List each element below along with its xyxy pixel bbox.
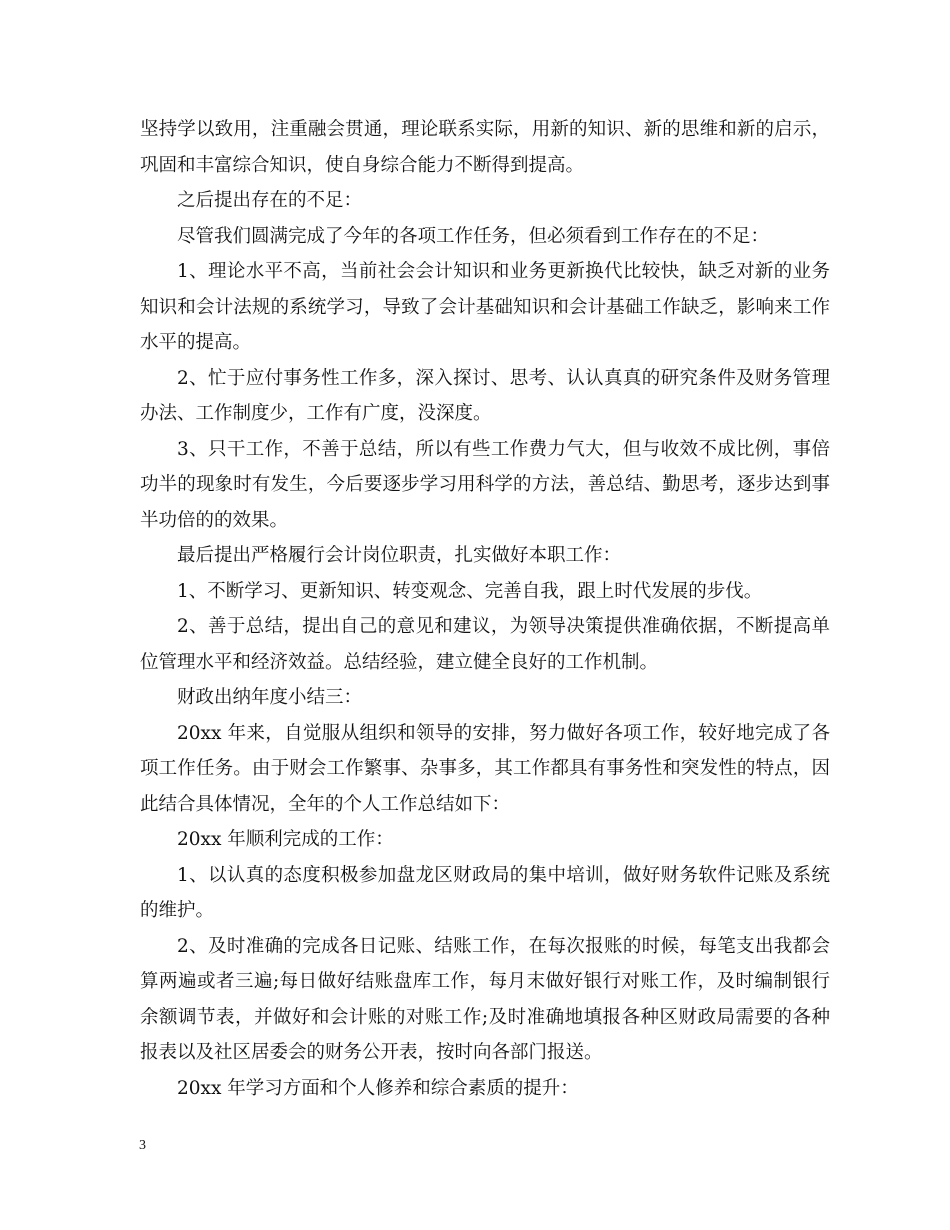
paragraph: 20xx 年顺利完成的工作： [177,829,394,850]
paragraph: 尽管我们圆满完成了今年的各项工作任务，但必须看到工作存在的不足： [177,225,770,247]
paragraph: 1、以认真的态度积极参加盘龙区财政局的集中培训，做好财务软件记账及系统的维护。 [140,864,830,921]
paragraph: 2、忙于应付事务性工作多，深入探讨、思考、认认真真的研究条件及财务管理办法、工作制度少，工作有广度，没深度。 [140,367,830,424]
paragraph: 20xx 年来，自觉服从组织和领导的安排，努力做好各项工作，较好地完成了各项工作任务。由于财会工作繁事、杂事多，其工作都具有事务性和突发性的特点，因此结合具体情况，全年的个人工作总结如下： [140,722,830,815]
document-body [140,112,830,1106]
paragraph: 财政出纳年度小结三： [177,687,363,708]
page-number: 3 [139,1138,146,1153]
paragraph: 1、理论水平不高，当前社会会计知识和业务更新换代比较快，缺乏对新的业务知识和会计法规的系统学习，导致了会计基础知识和会计基础工作缺乏，影响来工作水平的提高。 [140,261,830,353]
paragraph: 20xx 年学习方面和个人修养和综合素质的提升： [177,1077,579,1099]
paragraph: 2、善于总结，提出自己的意见和建议，为领导决策提供准确依据，不断提高单位管理水平和经济效益。总结经验，建立健全良好的工作机制。 [140,616,830,673]
paragraph: 3、只干工作，不善于总结，所以有些工作费力气大，但与收效不成比例，事倍功半的现象时有发生，今后要逐步学习用科学的方法，善总结、勤思考，逐步达到事半功倍的的效果。 [140,438,830,531]
paragraph: 之后提出存在的不足： [177,190,363,211]
paragraph: 最后提出严格履行会计岗位职责，扎实做好本职工作： [177,545,622,566]
paragraph: 2、及时准确的完成各日记账、结账工作，在每次报账的时候，每笔支出我都会算两遍或者三遍;每日做好结账盘库工作，每月末做好银行对账工作，及时编制银行余额调节表，并做好和会计账的对账工作;及时准确地填报各种区财政局需要的各种报表以及社区居委会的财务公开表，按时向各部门报送。 [140,935,830,1063]
paragraph: 1、不断学习、更新知识、转变观念、完善自我，跟上时代发展的步伐。 [177,580,763,602]
paragraph: 坚持学以致用，注重融会贯通，理论联系实际，用新的知识、新的思维和新的启示，巩固和丰富综合知识，使自身综合能力不断得到提高。 [140,119,830,176]
